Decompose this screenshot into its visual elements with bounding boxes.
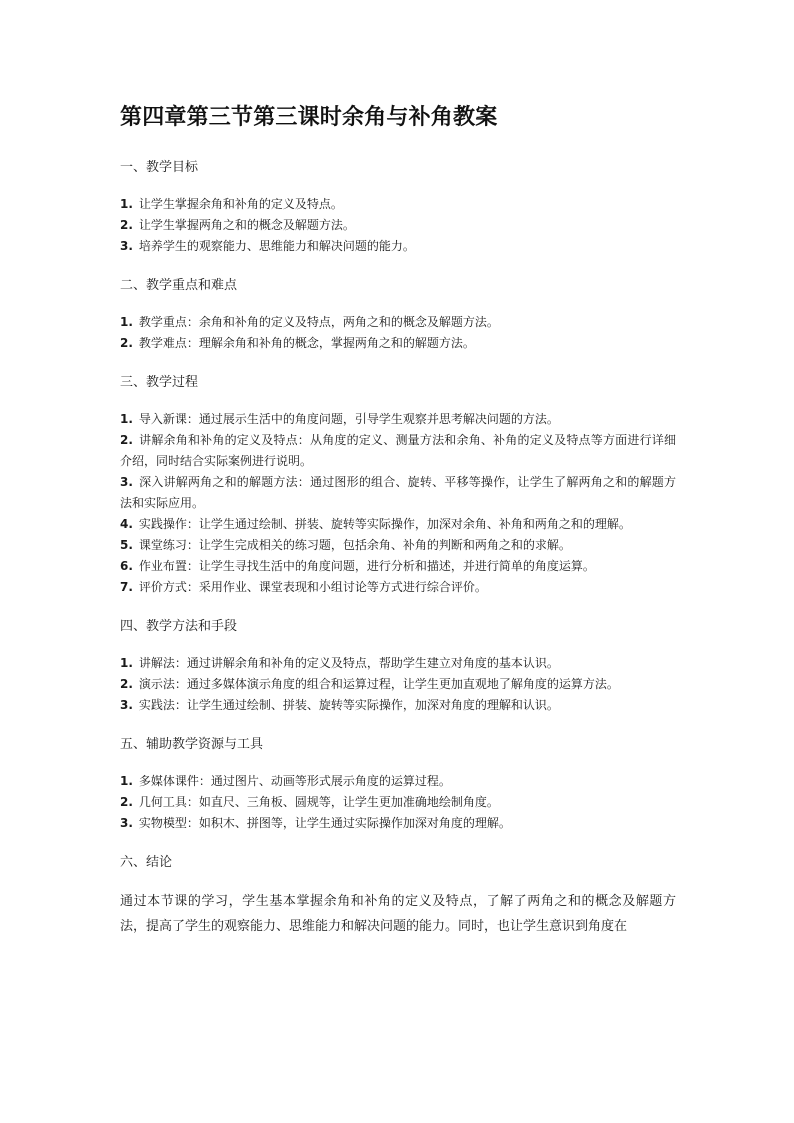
list-item <box>120 430 676 472</box>
list-item <box>120 792 676 813</box>
list-item-number: 4. <box>120 517 133 531</box>
document-page <box>120 102 676 939</box>
list-item-text: 讲解余角和补角的定义及特点：从角度的定义、测量方法和余角、补角的定义及特点等方面进行详细介绍，同时结合实际案例进行说明。 <box>120 433 676 468</box>
numbered-list <box>120 653 676 716</box>
list-item-text: 实物模型：如积木、拼图等，让学生通过实际操作加深对角度的理解。 <box>138 816 511 830</box>
list-item <box>120 333 676 354</box>
list-item-number: 6. <box>120 559 133 573</box>
section <box>120 373 676 598</box>
list-item-number: 2. <box>120 433 133 447</box>
numbered-list <box>120 409 676 598</box>
section-heading: 五、辅助教学资源与工具 <box>120 737 264 752</box>
list-item-number: 5. <box>120 538 133 552</box>
list-item-number: 1. <box>120 774 133 788</box>
list-item-text: 几何工具：如直尺、三角板、圆规等，让学生更加准确地绘制角度。 <box>138 795 499 809</box>
list-item-text: 教学难点：理解余角和补角的概念，掌握两角之和的解题方法。 <box>138 336 475 350</box>
list-item-text: 课堂练习：让学生完成相关的练习题，包括余角、补角的判断和两角之和的求解。 <box>138 538 571 552</box>
list-item-text: 实践法：让学生通过绘制、拼装、旋转等实际操作，加深对角度的理解和认识。 <box>138 698 559 712</box>
list-item-text: 培养学生的观察能力、思维能力和解决问题的能力。 <box>138 239 415 253</box>
list-item-text: 让学生掌握两角之和的概念及解题方法。 <box>138 218 355 232</box>
list-item-text: 让学生掌握余角和补角的定义及特点。 <box>138 197 343 211</box>
list-item <box>120 514 676 535</box>
numbered-list <box>120 312 676 354</box>
section-heading: 三、教学过程 <box>120 375 199 390</box>
list-item-text: 演示法：通过多媒体演示角度的组合和运算过程，让学生更加直观地了解角度的运算方法。 <box>138 677 619 691</box>
conclusion-paragraph: 通过本节课的学习，学生基本掌握余角和补角的定义及特点，了解了两角之和的概念及解题方法，提高了学生的观察能力、思维能力和解决问题的能力。同时，也让学生意识到角度在 <box>120 894 676 934</box>
list-item-text: 实践操作：让学生通过绘制、拼装、旋转等实际操作，加深对余角、补角和两角之和的理解。 <box>138 517 631 531</box>
list-item-number: 3. <box>120 475 133 489</box>
list-item-text: 讲解法：通过讲解余角和补角的定义及特点，帮助学生建立对角度的基本认识。 <box>138 656 559 670</box>
list-item-text: 评价方式：采用作业、课堂表现和小组讨论等方式进行综合评价。 <box>138 580 487 594</box>
section <box>120 276 676 354</box>
list-item-number: 7. <box>120 580 133 594</box>
document-title: 第四章第三节第三课时余角与补角教案 <box>120 105 498 130</box>
list-item <box>120 577 676 598</box>
list-item-text: 多媒体课件：通过图片、动画等形式展示角度的运算过程。 <box>138 774 451 788</box>
list-item-number: 2. <box>120 795 133 809</box>
list-item <box>120 409 676 430</box>
section-heading: 一、教学目标 <box>120 160 199 175</box>
list-item-text: 导入新课：通过展示生活中的角度问题，引导学生观察并思考解决问题的方法。 <box>138 412 559 426</box>
section-heading: 四、教学方法和手段 <box>120 619 238 634</box>
list-item <box>120 535 676 556</box>
sections-container <box>120 158 676 834</box>
list-item <box>120 312 676 333</box>
list-item-number: 3. <box>120 239 133 253</box>
list-item <box>120 215 676 236</box>
section-heading: 二、教学重点和难点 <box>120 278 238 293</box>
list-item <box>120 556 676 577</box>
section <box>120 735 676 834</box>
list-item <box>120 194 676 215</box>
numbered-list <box>120 771 676 834</box>
list-item-text: 深入讲解两角之和的解题方法：通过图形的组合、旋转、平移等操作，让学生了解两角之和的解题方法和实际应用。 <box>120 475 676 510</box>
list-item <box>120 236 676 257</box>
conclusion-section <box>120 853 676 939</box>
list-item-number: 2. <box>120 336 133 350</box>
section-heading: 六、结论 <box>120 855 173 870</box>
section <box>120 158 676 257</box>
list-item-number: 2. <box>120 677 133 691</box>
list-item-number: 3. <box>120 698 133 712</box>
numbered-list <box>120 194 676 257</box>
list-item <box>120 771 676 792</box>
list-item-number: 1. <box>120 197 133 211</box>
list-item <box>120 695 676 716</box>
list-item-text: 作业布置：让学生寻找生活中的角度问题，进行分析和描述，并进行简单的角度运算。 <box>138 559 595 573</box>
list-item-number: 3. <box>120 816 133 830</box>
list-item-text: 教学重点：余角和补角的定义及特点，两角之和的概念及解题方法。 <box>138 315 499 329</box>
list-item <box>120 653 676 674</box>
list-item <box>120 813 676 834</box>
list-item <box>120 472 676 514</box>
list-item-number: 2. <box>120 218 133 232</box>
list-item-number: 1. <box>120 412 133 426</box>
list-item-number: 1. <box>120 656 133 670</box>
section <box>120 617 676 716</box>
list-item-number: 1. <box>120 315 133 329</box>
list-item <box>120 674 676 695</box>
